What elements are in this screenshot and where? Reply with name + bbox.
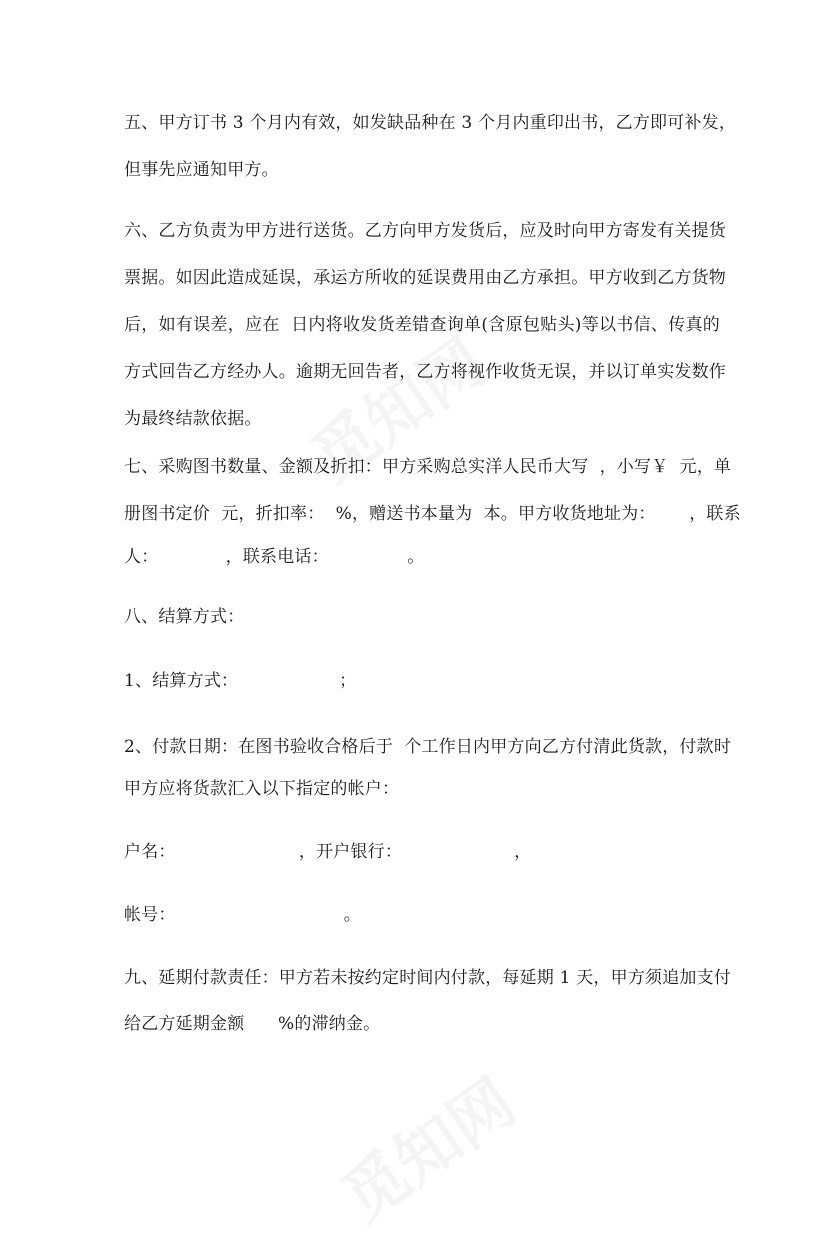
clause-6-line-4: 方式回告乙方经办人。逾期无回告者，乙方将视作收货无误，并以订单实发数作 <box>124 362 726 382</box>
clause-6-line-2: 票据。如因此造成延误，承运方所收的延误费用由乙方承担。甲方收到乙方货物 <box>124 268 726 288</box>
clause-5-line-1: 五、甲方订书 3 个月内有效，如发缺品种在 3 个月内重印出书，乙方即可补发， <box>124 113 737 133</box>
clause-9-line-2: 给乙方延期金额 %的滞纳金。 <box>124 1014 381 1034</box>
watermark <box>321 1053 531 1238</box>
clause-6-line-5: 为最终结款依据。 <box>124 409 262 429</box>
clause-6-line-1: 六、乙方负责为甲方进行送货。乙方向甲方发货后，应及时向甲方寄发有关提货 <box>124 221 726 241</box>
clause-6-line-3: 后，如有误差，应在 日内将收发货差错查询单(含原包贴头)等以书信、传真的 <box>124 315 720 335</box>
clause-7-line-2: 册图书定价 元，折扣率： %，赠送书本量为 本。甲方收货地址为： ，联系 <box>124 504 741 524</box>
clause-9-line-1: 九、延期付款责任：甲方若未按约定时间内付款，每延期 1 天，甲方须追加支付 <box>124 968 732 988</box>
clause-8-line-1: 八、结算方式： <box>124 607 245 627</box>
account-number-line: 帐号： 。 <box>124 905 361 925</box>
clause-7-line-1: 七、采购图书数量、金额及折扣：甲方采购总实洋人民币大写 ，小写￥ 元，单 <box>124 457 732 477</box>
clause-8-item-2-line-1: 2、付款日期：在图书验收合格后于 个工作日内甲方向乙方付清此货款，付款时 <box>124 737 732 757</box>
account-name-line: 户名： ，开户银行： ， <box>124 842 532 862</box>
clause-8-item-2-line-2: 甲方应将货款汇入以下指定的帐户： <box>124 779 400 799</box>
clause-7-line-3: 人： ，联系电话： 。 <box>124 547 425 567</box>
clause-8-item-1-line: 1、结算方式： ； <box>124 671 357 691</box>
clause-5-line-2: 但事先应通知甲方。 <box>124 160 279 180</box>
